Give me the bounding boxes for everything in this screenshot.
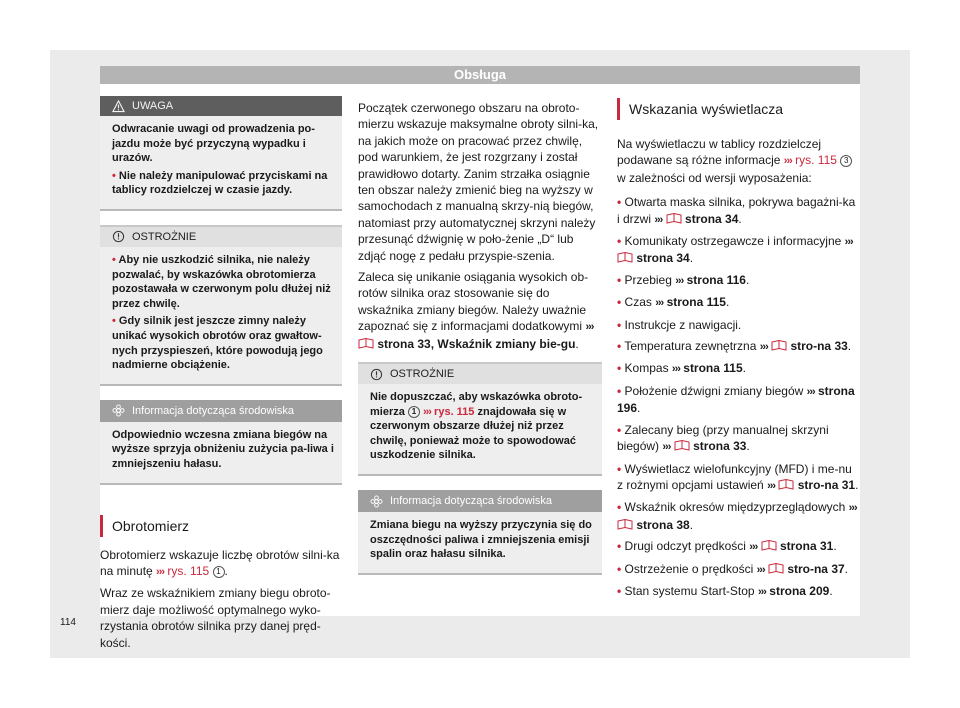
page-reference-link[interactable]: strona 115 [683,361,743,376]
env-box-1-body [100,422,342,483]
display-intro: Na wyświetlaczu w tablicy rozdzielczej podawane są różne informacje ››› rys. 115 3 w zależności od wersji wyposażenia: [617,136,860,186]
page-number: 114 [60,617,76,628]
page-reference-link[interactable]: strona 115 [666,295,726,310]
page-reference-link[interactable]: strona 34 [685,211,739,226]
env-box-1-label: Informacja dotycząca środowiska [132,404,295,417]
column-3 [617,96,860,605]
display-items-list [617,194,860,600]
env-box-2-body [358,512,602,573]
column-1 [100,96,342,656]
caution-box-2-body [358,384,602,474]
env-box-1-header [100,400,342,422]
book-reference-icon [666,212,682,224]
environment-flower-icon [112,404,125,417]
caution-circle-icon [112,230,125,243]
env-box-2-text: Zmiana biegu na wyższy przyczynia się do oszczędności paliwa i zmniejszenia emisji spalin oraz hałasu silnika. [370,519,592,561]
page-reference-link[interactable]: strona 116 [686,272,746,287]
env-box-1 [100,400,342,485]
book-reference-icon [674,439,690,451]
display-list-item: • Komunikaty ostrzegawcze i informacyjne ››› strona 34. [617,234,853,266]
figure-reference-link[interactable]: rys. 115 [795,153,837,168]
display-text [617,136,860,600]
figure-reference-link[interactable]: rys. 115 [434,405,475,418]
display-list-item: • Instrukcje z nawigacji. [617,317,742,332]
caution-bullet-1: • Aby nie uszkodzić silnika, nie należy pozwalać, by wskazówka obrotomierza pozostawała w czerwonym polu dłużej niż przez chwilę. [112,253,331,310]
figure-reference-link[interactable]: rys. 115 [167,563,210,578]
col2-paragraph-2: Zaleca się unikanie osiągania wysokich ob-rotów silnika oraz stosowanie się do wskaźnika zmiany biegów. Należy uważnie zapoznać się z informacjami dodatkowymi ››› strona 33, Wskaźnik zmiany bie-gu. [358,270,594,351]
caution-bullet-2: • Gdy silnik jest jeszcze zimny należy unikać wysokich obrotów oraz gwałtow-nych przyspieszeń, które powodują jego nadmierne obciążenie. [112,315,323,372]
warning-box-body [100,116,342,209]
section-title-tachometer: Obrotomierz [100,515,342,537]
warning-box-header [100,96,342,116]
tachometer-paragraph-2: Wraz ze wskaźnikiem zmiany biegu obroto-mierz daje możliwość optymalnego wyko-rzystania obrotów silnika przy danej pręd-kości. [100,586,331,650]
callout-badge: 1 [213,566,225,578]
display-list-item: • Wskaźnik okresów międzyprzeglądowych ››› strona 38. [617,500,857,532]
col2-paragraph-1: Początek czerwonego obszaru na obroto-mierzu wskazuje maksymalne obroty silni-ka, na jakich może on pracować przez chwilę, pod warunkiem, że jest rozgrzany i został prawidłowo dotarty. Zanim strzałka osiągnie ten obszar należy zmienić bieg na wyższy w samochodach z manualną skrzy-nią biegów, natomiast przy automatycznej skrzyni należy przesunąć dźwignię w poło-żenie „D“ lub zdjąć nogę z pedału przyspie-szenia. [358,101,599,263]
display-list-item: • Drugi odczyt prędkości ››› strona 31. [617,539,837,554]
warning-text: Odwracanie uwagi od prowadzenia po-jazdu może być przyczyną wypadku i urazów. [112,123,315,165]
callout-badge: 1 [408,406,420,418]
warning-bullet: • Nie należy manipulować przyciskami na tablicy rozdzielczej w czasie jazdy. [112,169,328,197]
ref-arrows-icon: ››› [156,565,165,578]
page-reference-link[interactable]: strona 33 [693,439,747,454]
display-list-item: • Kompas ››› strona 115. [617,361,746,376]
page-reference-link[interactable]: strona 31 [779,539,834,554]
caution-box-2 [358,362,602,476]
section-title-display: Wskazania wyświetlacza [617,98,860,120]
display-list-item: • Ostrzeżenie o prędkości ››› stro-na 37. [617,561,849,576]
tachometer-paragraph-1: Obrotomierz wskazuje liczbę obrotów silni-ka na minutę ››› rys. 115 1 . [100,547,340,578]
caution-box-1 [100,225,342,386]
display-list-item: • Czas ››› strona 115. [617,295,730,310]
book-reference-icon [358,337,374,349]
environment-flower-icon [370,495,383,508]
warning-box-label: UWAGA [132,100,174,112]
caution-box-1-header [100,225,342,247]
env-box-2 [358,490,602,575]
display-list-item: • Temperatura zewnętrzna ››› stro-na 33. [617,339,852,354]
book-reference-icon [617,251,633,263]
caution-box-1-body [100,247,342,384]
display-list-item: • Położenie dźwigni zmiany biegów ››› strona 196. [617,383,855,416]
column-2 [358,100,602,589]
display-list-item: • Stan systemu Start-Stop ››› strona 209. [617,583,833,598]
display-list-item: • Przebieg ››› strona 116. [617,272,750,287]
page-reference-link[interactable]: strona 209 [769,583,830,598]
book-reference-icon [617,518,633,530]
display-list-item: • Zalecany bieg (przy manualnej skrzyni biegów) ››› strona 33. [617,422,829,454]
book-reference-icon [761,539,777,551]
caution-box-1-label: OSTROŻNIE [132,230,197,243]
caution-box-2-label: OSTROŻNIE [390,368,455,381]
page-reference-link[interactable]: stro-na 33 [790,339,848,354]
caution-circle-icon [370,368,383,381]
warning-triangle-icon [112,100,125,113]
env-box-1-text: Odpowiednio wczesna zmiana biegów na wyższe sprzyja obniżeniu zużycia pa-liwa i zmniejszeniu hałasu. [112,428,334,470]
page-reference-link[interactable]: strona 196 [617,383,855,416]
page-reference-link[interactable]: strona 33, Wskaźnik zmiany bie-gu [377,336,576,351]
display-list-item: • Wyświetlacz wielofunkcyjny (MFD) i me-nu z rożnymi opcjami ustawień ››› stro-na 31. [617,461,859,492]
env-box-2-header [358,490,602,512]
tachometer-text [100,547,342,651]
page-reference-link[interactable]: stro-na 31 [797,477,856,492]
callout-badge: 3 [840,155,852,167]
env-box-2-label: Informacja dotycząca środowiska [390,495,553,508]
page-reference-link[interactable]: strona 34 [636,251,690,266]
page-reference-link[interactable]: strona 38 [636,517,690,532]
page-header: Obsługa [100,66,860,84]
book-reference-icon [768,562,784,574]
caution-box-2-header [358,362,602,384]
display-list-item: • Otwarta maska silnika, pokrywa bagażni-ka i drzwi ››› strona 34. [617,195,856,226]
col2-text [358,100,602,352]
book-reference-icon [771,339,787,351]
caution-box-2-text: Nie dopuszczać, aby wskazówka obroto-mierza 1 ››› rys. 115 znajdowała się w czerwonym obszarze dłużej niż przez chwilę, ponieważ może to spowodować uszkodzenie silnika. [370,391,583,462]
warning-box [100,96,342,211]
page-reference-link[interactable]: stro-na 37 [787,561,845,576]
book-reference-icon [778,478,794,490]
